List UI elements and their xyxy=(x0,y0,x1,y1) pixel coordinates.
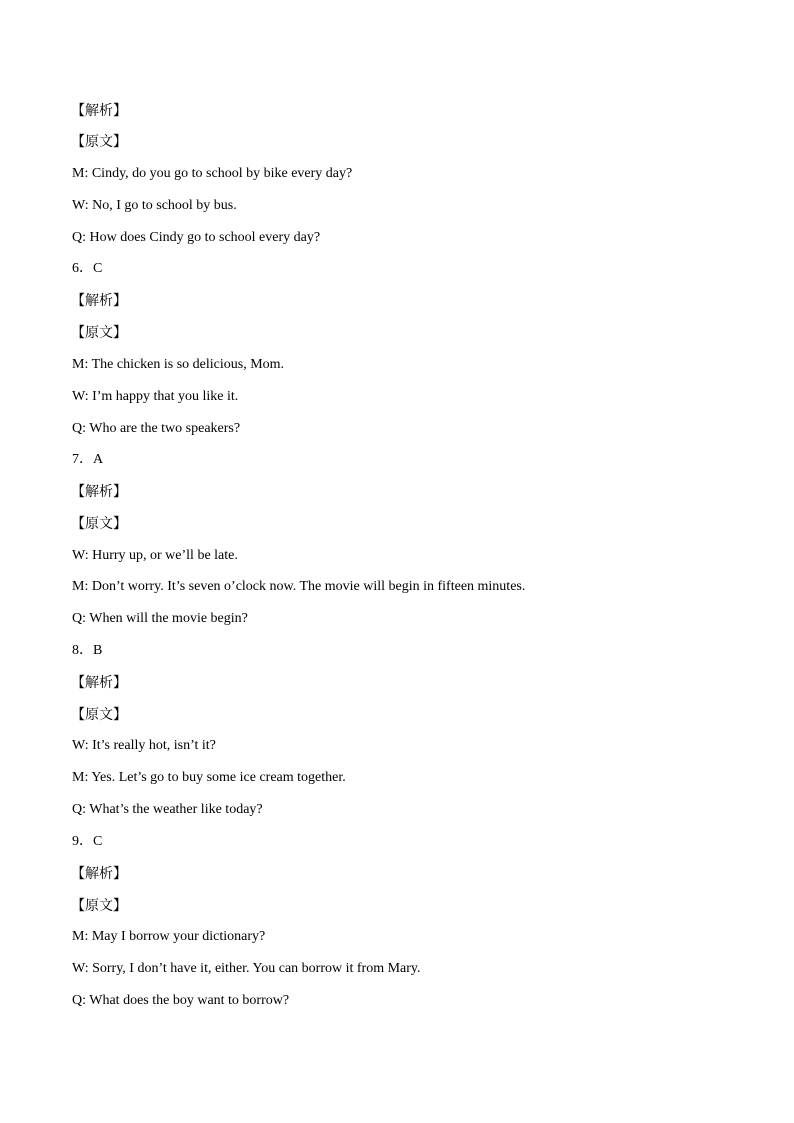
answer-line: 7．A xyxy=(72,452,104,467)
answer-line: 8．B xyxy=(72,643,103,658)
section-heading-transcript: 【原文】 xyxy=(71,707,127,723)
section-heading-transcript: 【原文】 xyxy=(71,516,127,532)
question-line: Q: How does Cindy go to school every day? xyxy=(72,230,321,245)
section-heading-transcript: 【原文】 xyxy=(71,898,127,914)
dialogue-line: M: Don’t worry. It’s seven o’clock now. The movie will begin in fifteen minutes. xyxy=(72,579,526,594)
dialogue-line: W: Sorry, I don’t have it, either. You can borrow it from Mary. xyxy=(72,961,421,976)
section-heading-analysis: 【解析】 xyxy=(71,675,127,691)
section-heading-analysis: 【解析】 xyxy=(71,484,127,500)
answer-line: 6．C xyxy=(72,261,103,276)
dialogue-line: W: It’s really hot, isn’t it? xyxy=(72,738,216,753)
section-heading-analysis: 【解析】 xyxy=(71,866,127,882)
dialogue-line: M: Cindy, do you go to school by bike every day? xyxy=(72,166,353,181)
section-heading-analysis: 【解析】 xyxy=(71,103,127,119)
section-heading-transcript: 【原文】 xyxy=(71,134,127,150)
question-line: Q: When will the movie begin? xyxy=(72,611,248,626)
dialogue-line: W: I’m happy that you like it. xyxy=(72,389,239,404)
question-line: Q: What’s the weather like today? xyxy=(72,802,263,817)
dialogue-line: M: Yes. Let’s go to buy some ice cream together. xyxy=(72,770,346,785)
dialogue-line: W: No, I go to school by bus. xyxy=(72,198,237,213)
dialogue-line: M: The chicken is so delicious, Mom. xyxy=(72,357,285,372)
dialogue-line: W: Hurry up, or we’ll be late. xyxy=(72,548,238,563)
section-heading-transcript: 【原文】 xyxy=(71,325,127,341)
section-heading-analysis: 【解析】 xyxy=(71,293,127,309)
dialogue-line: M: May I borrow your dictionary? xyxy=(72,929,266,944)
question-line: Q: Who are the two speakers? xyxy=(72,421,241,436)
answer-line: 9．C xyxy=(72,834,103,849)
question-line: Q: What does the boy want to borrow? xyxy=(72,993,290,1008)
